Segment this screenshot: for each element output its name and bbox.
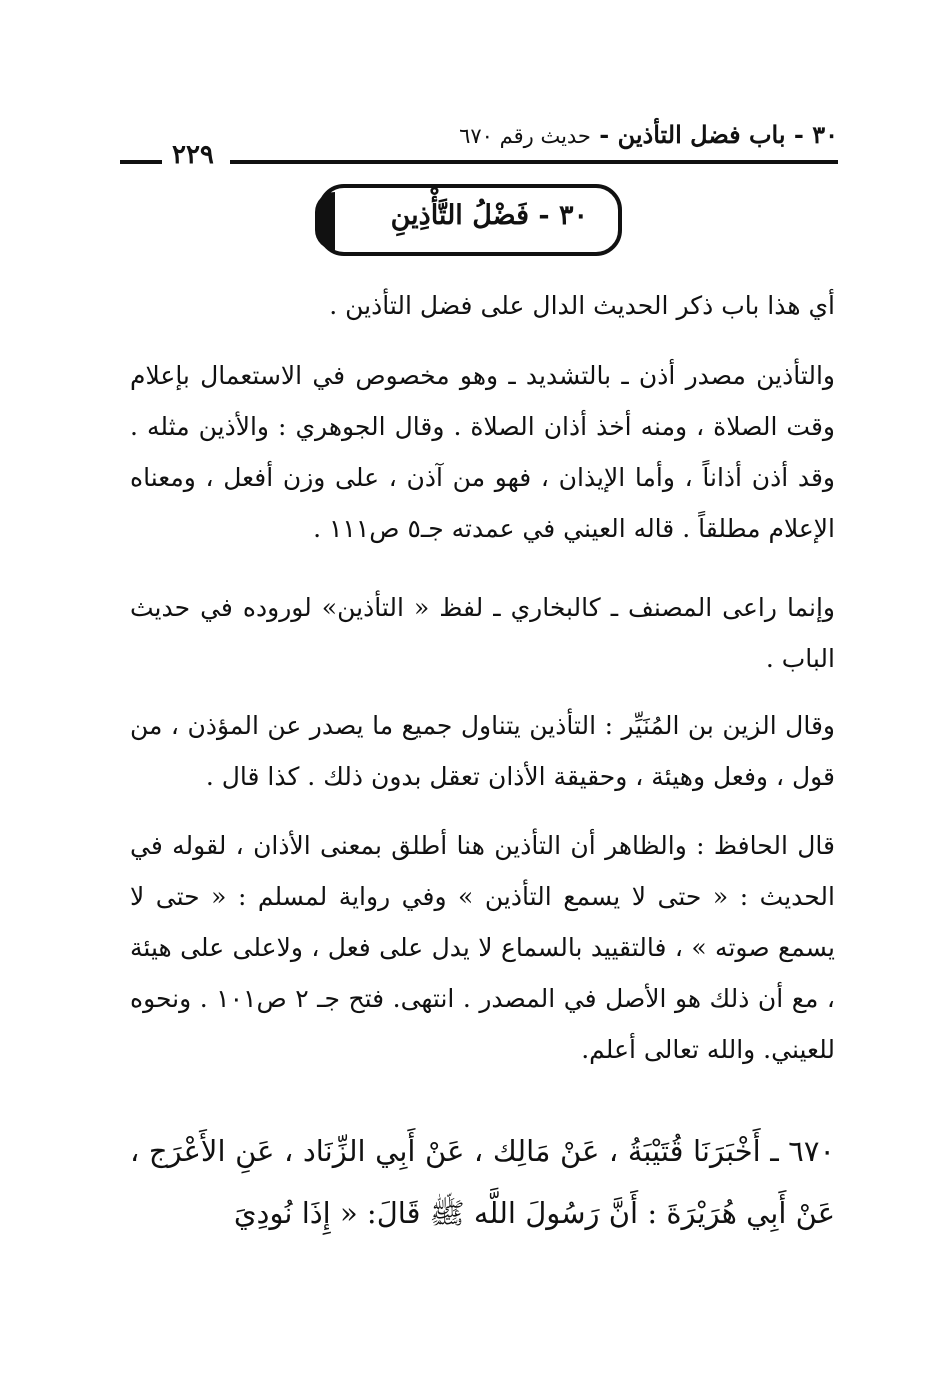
- running-header: [120, 112, 838, 172]
- header-rule-short: [120, 160, 162, 164]
- header-rule: [230, 160, 838, 164]
- paragraph-intro: أي هذا باب ذكر الحديث الدال على فضل التأذين .: [329, 291, 835, 320]
- header-separator: -: [599, 120, 610, 149]
- hadith-text: ٦٧٠ ـ أَخْبَرَنَا قُتَيْبَةُ ، عَنْ مَالِك ، عَنْ أَبِي الزِّنَاد ، عَنِ الأَعْرَج ، عَنْ أَبِي هُرَيْرَةَ : أَنَّ رَسُولَ اللَّه ﷺ قَالَ: « إِذَا نُودِيَ: [130, 1134, 835, 1230]
- page-number: ٢٢٩: [172, 140, 214, 170]
- hadith-reference: حديث رقم ٦٧٠: [459, 124, 591, 148]
- chapter-title-box: [318, 184, 622, 256]
- paragraph-ibn-munayyir: وقال الزين بن المُنَيِّر : التأذين يتناول جميع ما يصدر عن المؤذن ، من قول ، وفعل وهيئة ، وحقيقة الأذان تعقل بدون ذلك . كذا قال .: [130, 711, 835, 791]
- paragraph-hafiz: قال الحافظ : والظاهر أن التأذين هنا أطلق بمعنى الأذان ، لقوله في الحديث : « حتى لا يسمع التأذين » وفي رواية لمسلم : « حتى لا يسمع صوته » ، فالتقييد بالسماع لا يدل على فعل ، ولاعلى على هيئة ، مع أن ذلك هو الأصل في المصدر . انتهى. فتح جـ ٢ ص١٠١ . ونحوه للعيني. والله تعالى أعلم.: [130, 831, 836, 1064]
- paragraph-author-note: وإنما راعى المصنف ـ كالبخاري ـ لفظ « التأذين» لوروده في حديث الباب .: [130, 593, 835, 673]
- running-header-title: [459, 120, 838, 149]
- chapter-title: ٣٠ - فَضْلُ التَّأْذِينِ: [390, 200, 588, 231]
- paragraph-definition: والتأذين مصدر أذن ـ بالتشديد ـ وهو مخصوص في الاستعمال بإعلام وقت الصلاة ، ومنه أخذ أذان الصلاة . وقال الجوهري : والأذين مثله . وقد أذن أذاناً ، وأما الإيذان ، فهو من آذن ، على وزن أفعل ، ومعناه الإعلام مطلقاً . قاله العيني في عمدته جـ٥ ص١١١ .: [130, 361, 835, 543]
- chapter-label: ٣٠ - باب فضل التأذين: [617, 120, 838, 149]
